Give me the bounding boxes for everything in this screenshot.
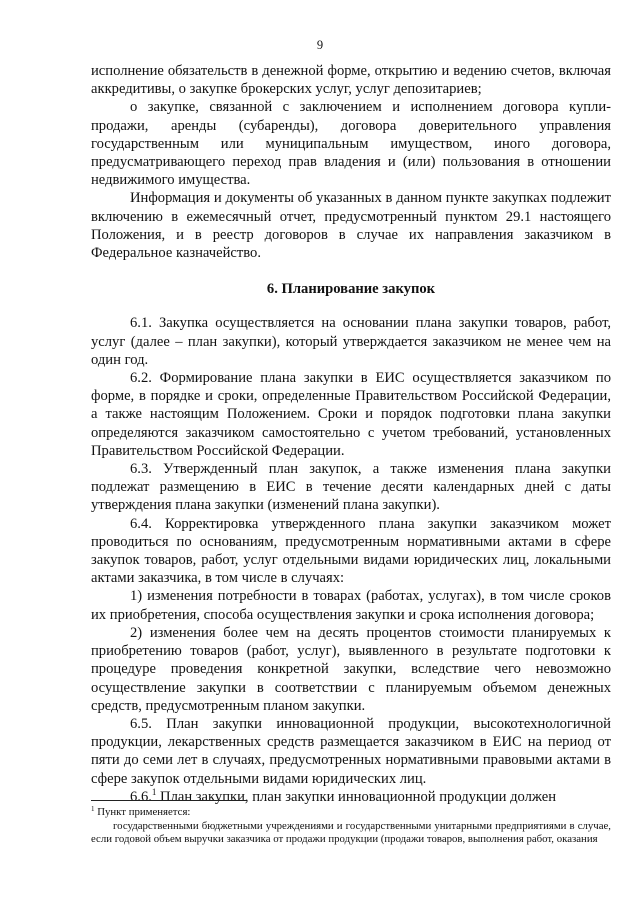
paragraph-6-5: 6.5. План закупки инновационной продукции, высокотехнологичной продукции, лекарственных средств размещается заказчиком в ЕИС на период от пяти до семи лет в случаях, предусмотренных нормативными правовыми актами в сфере закупок отдельными видами юридических лиц.: [91, 715, 611, 787]
list-item-1: 1) изменения потребности в товарах (работах, услугах), в том числе сроков их приобретения, способа осуществления закупки и срока исполнения договора;: [91, 588, 611, 623]
paragraph-continuation: исполнение обязательств в денежной форме, открытию и ведению счетов, включая аккредитивы, о закупке брокерских услуг, услуг депозитариев;: [91, 63, 611, 98]
paragraph: о закупке, связанной с заключением и исполнением договора купли-продажи, аренды (субаренды), договора доверительного управления государственным или муниципальным имуществом, иного договора, предусматривающего переход прав владения и (или) пользования в отношении недвижимого имущества.: [91, 99, 611, 189]
document-body: [91, 62, 611, 806]
footnote-reference: 1: [151, 786, 157, 797]
paragraph-6-3: 6.3. Утвержденный план закупок, а также изменения плана закупки подлежат размещению в ЕИС в течение десяти календарных дней с даты утверждения плана закупки (изменений плана закупки).: [91, 461, 611, 514]
footnote-mark: 1: [91, 805, 95, 813]
paragraph-6-6: [91, 788, 611, 806]
list-item-2: 2) изменения более чем на десять процентов стоимости планируемых к приобретению товаров (работ, услуг), выявленного в результате подготовки к процедуре проведения конкретной закупки, вследствие чего невозможно осуществление закупки в соответствии с планируемым объемом денежных средств, предусмотренным планом закупки.: [91, 624, 611, 714]
footnote-text: государственными бюджетными учреждениями и государственными унитарными предприятиями в случае, если годовой объем выручки заказчика от продажи продукции (продажи товаров, выполнения работ, оказания: [91, 819, 611, 846]
paragraph-6-4: 6.4. Корректировка утвержденного плана закупки заказчиком может проводиться по основаниям, предусмотренным нормативными актами в сфере закупок товаров, работ, услуг отдельными видами юридических лиц, локальными актами заказчика, в том числе в случаях:: [91, 515, 611, 587]
footnote-head-text: Пункт применяется:: [94, 806, 191, 818]
paragraph-6-1: 6.1. Закупка осуществляется на основании плана закупки товаров, работ, услуг (далее – план закупки), который утверждается заказчиком не менее чем на один год.: [91, 315, 611, 368]
paragraph-6-2: 6.2. Формирование плана закупки в ЕИС осуществляется заказчиком по форме, в порядке и сроки, определенные Правительством Российской Федерации, а также настоящим Положением. Сроки и порядок подготовки плана закупки определяются заказчиком самостоятельно с учетом требований, установленных Правительством Российской Федерации.: [91, 370, 611, 459]
footnote-divider: [91, 800, 246, 801]
footnote: [91, 806, 611, 847]
paragraph-number: 6.6.: [130, 788, 152, 805]
section-title: 6. Планирование закупок: [266, 281, 436, 298]
paragraph: Информация и документы об указанных в данном пункте закупках подлежит включению в ежемесячный отчет, предусмотренный пунктом 29.1 настоящего Положения, и в реестр договоров в случае их направления заказчиком в Федеральное казначейство.: [91, 190, 611, 262]
footnote-head: [91, 806, 611, 820]
paragraph-text: План закупки, план закупки инновационной продукции должен: [156, 788, 557, 805]
page-number: 9: [316, 38, 324, 52]
